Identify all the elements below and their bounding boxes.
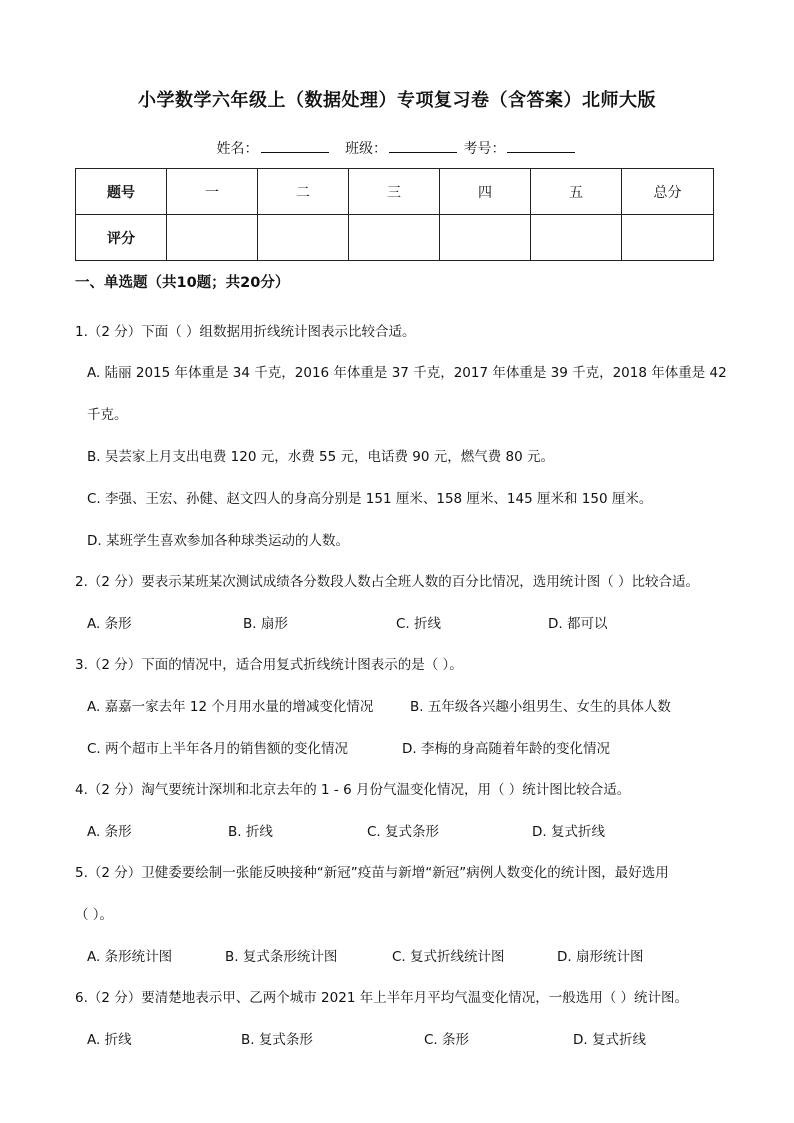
question-option[interactable]: B. 吴芸家上月支出电费 120 元，水费 55 元，电话费 90 元，燃气费 80 元。	[87, 449, 554, 465]
question-option[interactable]: A. 条形统计图	[87, 949, 173, 965]
question-option[interactable]: A. 条形	[87, 824, 132, 840]
score-table-header-cell: 二	[258, 169, 349, 215]
score-row-label: 评分	[76, 215, 167, 261]
question-option[interactable]: B. 五年级各兴趣小组男生、女生的具体人数	[410, 699, 671, 715]
page-title: 小学数学六年级上（数据处理）专项复习卷（含答案）北师大版	[138, 90, 656, 111]
question-option[interactable]: B. 复式条形	[241, 1032, 313, 1048]
score-table-header-cell: 题号	[76, 169, 167, 215]
exam-number-blank[interactable]	[507, 138, 575, 153]
question-option[interactable]: A. 陆丽 2015 年体重是 34 千克，2016 年体重是 37 千克，2017 年体重是 39 千克，2018 年体重是 42	[87, 365, 727, 381]
question-option[interactable]: A. 折线	[87, 1032, 132, 1048]
question-stem: 3.（2 分）下面的情况中，适合用复式折线统计图表示的是（ ）。	[75, 657, 463, 673]
question-option[interactable]: D. 某班学生喜欢参加各种球类运动的人数。	[87, 533, 349, 549]
question-option[interactable]: D. 李梅的身高随着年龄的变化情况	[402, 741, 610, 757]
class-blank[interactable]	[389, 138, 457, 153]
question-option[interactable]: D. 复式折线	[532, 824, 605, 840]
question-option[interactable]: B. 扇形	[243, 616, 288, 632]
score-cell[interactable]	[531, 215, 622, 261]
score-table-header-cell: 总分	[622, 169, 714, 215]
question-stem: 6.（2 分）要清楚地表示甲、乙两个城市 2021 年上半年月平均气温变化情况，一般选用（ ）统计图。	[75, 990, 688, 1006]
score-table-header-cell: 四	[440, 169, 531, 215]
score-table	[75, 168, 714, 261]
score-cell[interactable]	[167, 215, 258, 261]
question-option[interactable]: C. 条形	[424, 1032, 470, 1048]
question-option[interactable]: A. 嘉嘉一家去年 12 个月用水量的增减变化情况	[87, 699, 374, 715]
question-option[interactable]: D. 复式折线	[573, 1032, 646, 1048]
question-option[interactable]: D. 都可以	[548, 616, 608, 632]
class-label: 班级：	[345, 141, 387, 157]
section-heading: 一、单选题（共10题；共20分）	[75, 275, 290, 291]
question-stem-continued: （ ）。	[75, 907, 114, 923]
question-stem: 5.（2 分）卫健委要绘制一张能反映接种“新冠”疫苗与新增“新冠”病例人数变化的统计图，最好选用	[75, 865, 669, 881]
score-cell[interactable]	[349, 215, 440, 261]
question-stem: 4.（2 分）淘气要统计深圳和北京去年的 1 - 6 月份气温变化情况，用（ ）统计图比较合适。	[75, 782, 631, 798]
question-option[interactable]: C. 折线	[396, 616, 442, 632]
question-stem: 1.（2 分）下面（ ）组数据用折线统计图表示比较合适。	[75, 324, 416, 340]
question-option[interactable]: A. 条形	[87, 616, 132, 632]
exam-label: 考号：	[463, 141, 506, 157]
question-option-continued: 千克。	[87, 407, 128, 423]
score-table-header-cell: 三	[349, 169, 440, 215]
question-option[interactable]: C. 李强、王宏、孙健、赵文四人的身高分别是 151 厘米、158 厘米、145 厘米和 150 厘米。	[87, 491, 653, 507]
question-option[interactable]: B. 复式条形统计图	[225, 949, 338, 965]
name-blank[interactable]	[261, 138, 329, 153]
question-option[interactable]: C. 复式折线统计图	[392, 949, 505, 965]
score-cell[interactable]	[440, 215, 531, 261]
question-option[interactable]: B. 折线	[228, 824, 273, 840]
question-option[interactable]: C. 复式条形	[367, 824, 440, 840]
score-cell[interactable]	[258, 215, 349, 261]
score-cell[interactable]	[622, 215, 714, 261]
student-info-line	[0, 138, 794, 158]
question-stem: 2.（2 分）要表示某班某次测试成绩各分数段人数占全班人数的百分比情况，选用统计图（ ）比较合适。	[75, 574, 700, 590]
score-table-score-row	[76, 215, 714, 261]
name-label: 姓名：	[216, 141, 259, 157]
score-table-header-row	[76, 169, 714, 215]
score-table-header-cell: 一	[167, 169, 258, 215]
question-option[interactable]: C. 两个超市上半年各月的销售额的变化情况	[87, 741, 349, 757]
score-table-header-cell: 五	[531, 169, 622, 215]
question-option[interactable]: D. 扇形统计图	[557, 949, 644, 965]
